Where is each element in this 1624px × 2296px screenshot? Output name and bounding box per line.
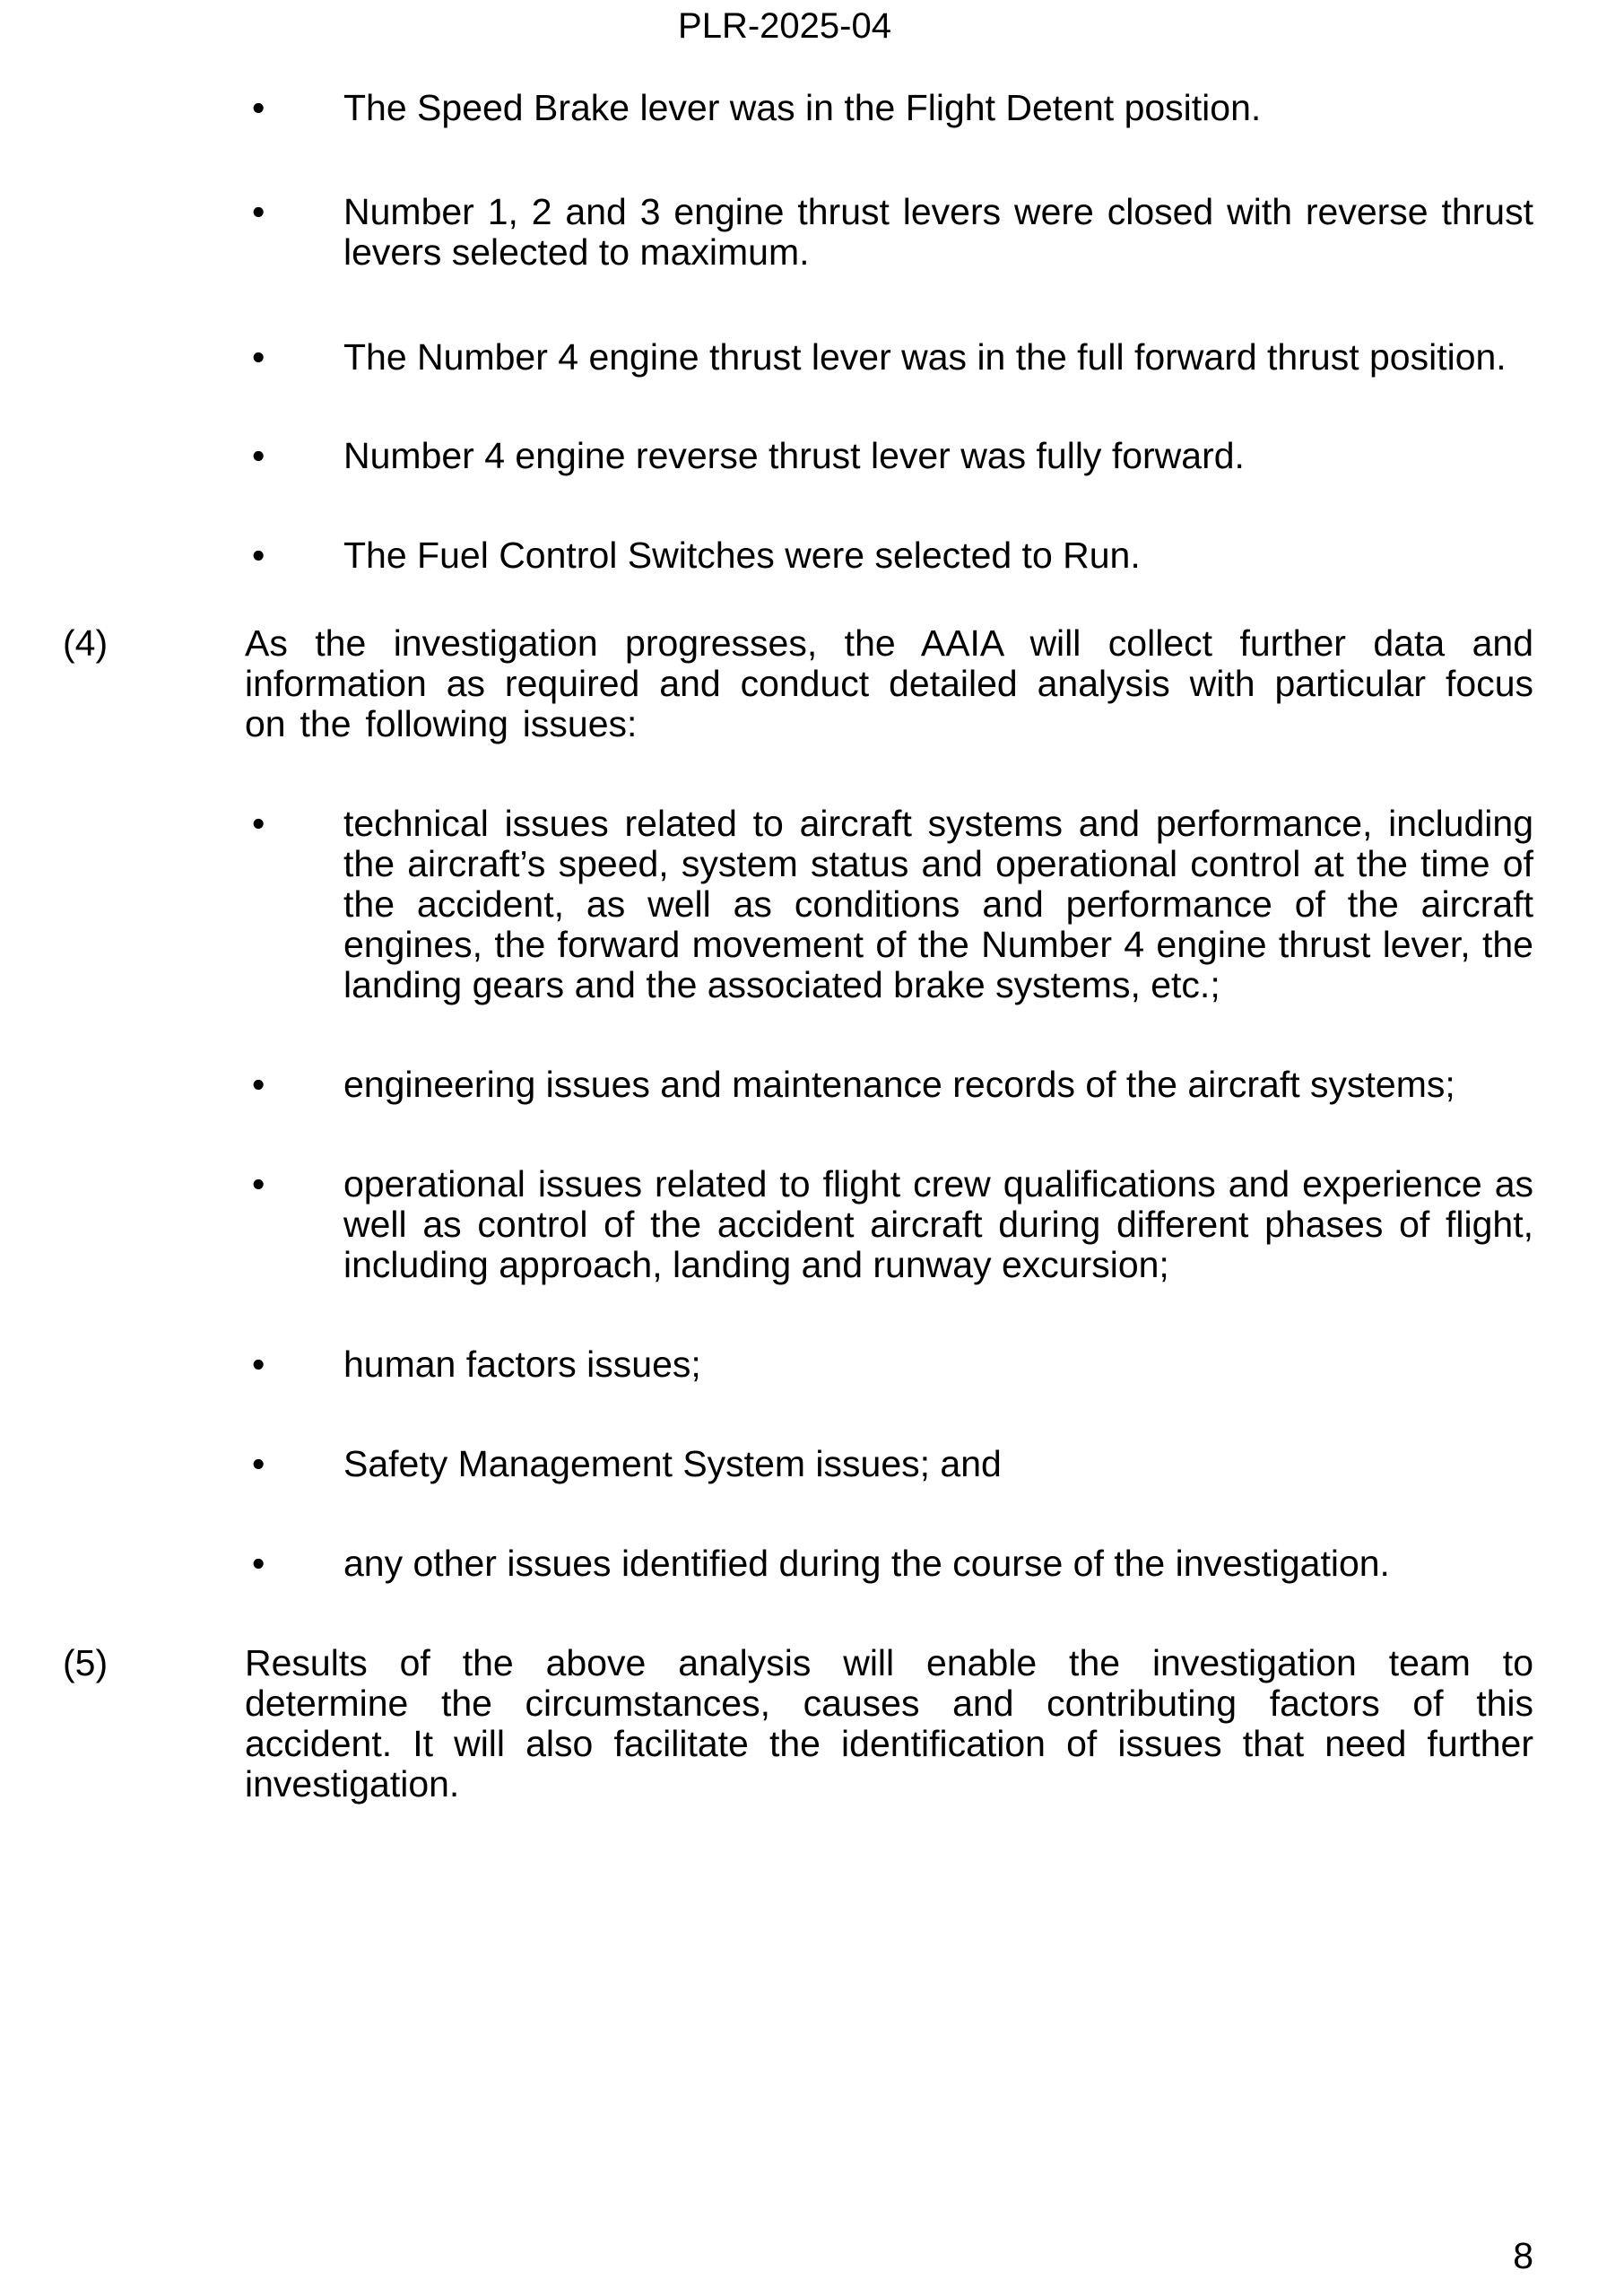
list-item <box>63 1444 1533 1484</box>
bullet-icon: • <box>252 1064 265 1105</box>
paragraph-text: As the investigation progresses, the AAIA will collect further data and information as required and conduct detailed analysis with particular focus on the following issues: <box>245 622 1533 744</box>
list-item-text: The Number 4 engine thrust lever was in the full forward thrust position. <box>343 336 1507 378</box>
numbered-paragraph <box>63 623 1533 744</box>
list-item-text: Number 4 engine reverse thrust lever was fully forward. <box>343 435 1245 476</box>
list-item-text: The Speed Brake lever was in the Flight Detent position. <box>343 87 1262 128</box>
list-item-text: Safety Management System issues; and <box>343 1443 1002 1484</box>
paragraph-number: (5) <box>63 1642 109 1683</box>
list-item-text: operational issues related to flight crew qualifications and experience as well as control of the accident aircraft during different phases of flight, including approach, landing and runway excursion; <box>343 1163 1533 1285</box>
list-item <box>63 1164 1533 1285</box>
list-item <box>63 192 1533 273</box>
list-item-text: The Fuel Control Switches were selected to Run. <box>343 535 1141 576</box>
list-item <box>63 1344 1533 1385</box>
bullet-icon: • <box>252 1443 265 1484</box>
list-item-text: any other issues identified during the course of the investigation. <box>343 1543 1390 1584</box>
page-content <box>63 0 1533 1805</box>
numbered-paragraph <box>63 1643 1533 1805</box>
list-item <box>63 1065 1533 1105</box>
bullet-icon: • <box>252 1163 265 1205</box>
list-item-text: technical issues related to aircraft systems and performance, including the aircraft’s speed, system status and operational control at the time of the accident, as well as conditions and performance of the aircraft engines, the forward movement of the Number 4 engine thrust lever, the landing gears and the associated brake systems, etc.; <box>343 803 1533 1005</box>
list-item-text: human factors issues; <box>343 1344 701 1385</box>
bullet-icon: • <box>252 535 265 576</box>
paragraph-number: (4) <box>63 622 109 664</box>
list-item-text: Number 1, 2 and 3 engine thrust levers were closed with reverse thrust levers selected to maximum. <box>343 191 1533 273</box>
bullet-icon: • <box>252 803 265 844</box>
bullet-icon: • <box>252 1344 265 1385</box>
list-item <box>63 436 1533 476</box>
list-item <box>63 535 1533 576</box>
paragraph-text: Results of the above analysis will enable the investigation team to determine the circumstances, causes and contributing factors of this accident. It will also facilitate the identification of issues that need further investigation. <box>245 1642 1533 1805</box>
page-number: 8 <box>1513 2235 1533 2276</box>
bullet-icon: • <box>252 435 265 476</box>
bullet-icon: • <box>252 1543 265 1584</box>
list-item <box>63 337 1533 378</box>
bullet-icon: • <box>252 336 265 378</box>
bullet-icon: • <box>252 191 265 232</box>
list-item <box>63 804 1533 1005</box>
list-item-text: engineering issues and maintenance records of the aircraft systems; <box>343 1064 1455 1105</box>
page-title: PLR-2025-04 <box>678 6 891 46</box>
list-item <box>63 88 1533 128</box>
bullet-icon: • <box>252 87 265 128</box>
list-item <box>63 1544 1533 1584</box>
